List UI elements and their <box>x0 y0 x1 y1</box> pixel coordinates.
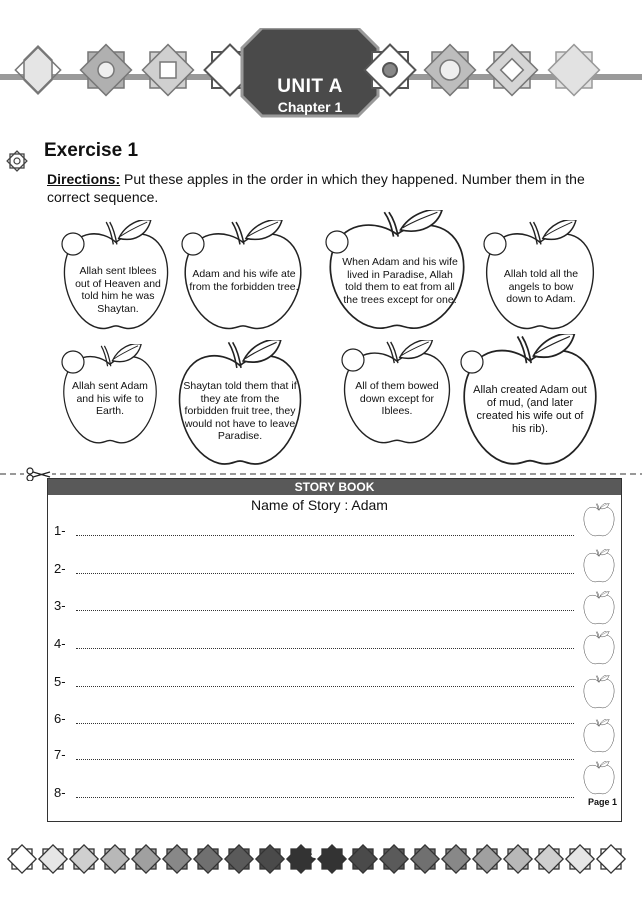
line-number: 5- <box>54 674 66 689</box>
number-circle[interactable] <box>61 232 85 256</box>
page-number: 5 <box>310 845 320 862</box>
apple-text: Allah told all the angels to bow down to Adam. <box>503 268 579 305</box>
apple-card <box>338 340 456 446</box>
apple-text: Allah sent Iblees out of Heaven and told him he was Shaytan. <box>75 265 161 315</box>
answer-line[interactable] <box>54 711 574 729</box>
apple-text: Allah sent Adam and his wife to Earth. <box>72 380 148 417</box>
apple-card <box>480 220 600 332</box>
page-label: Page 1 <box>588 797 618 807</box>
directions-text: Put these apples in the order in which they happened. Number them in the correct sequence. <box>47 171 585 205</box>
line-number: 8- <box>54 785 66 800</box>
line-number: 2- <box>54 561 66 576</box>
answer-line[interactable] <box>54 523 574 541</box>
line-number: 1- <box>54 523 66 538</box>
line-number: 4- <box>54 636 66 651</box>
apple-card <box>58 344 162 446</box>
number-circle[interactable] <box>181 232 205 256</box>
apple-icon <box>582 761 616 795</box>
directions <box>47 170 607 206</box>
apple-text: Adam and his wife ate from the forbidden tree. <box>189 268 299 293</box>
apple-card <box>322 210 472 332</box>
answer-line[interactable] <box>54 598 574 616</box>
story-name: Name of Story : Adam <box>251 497 388 513</box>
number-circle[interactable] <box>483 232 507 256</box>
story-book-title: STORY BOOK <box>48 479 621 495</box>
star-ornament-icon <box>4 148 30 174</box>
number-circle[interactable] <box>61 350 85 374</box>
apple-text: Shaytan told them that if they ate from the forbidden fruit tree, they would not have to leave Paradise. <box>183 380 297 442</box>
apple-icon <box>582 675 616 709</box>
answer-line[interactable] <box>54 561 574 579</box>
apple-icon <box>582 591 616 625</box>
chapter-title: Chapter 1 <box>277 99 343 115</box>
apple-card <box>178 220 308 332</box>
apple-text: Allah created Adam out of mud, (and later created his wife out of his rib). <box>473 384 587 435</box>
exercise-title: Exercise 1 <box>44 140 139 161</box>
unit-badge <box>250 66 370 132</box>
line-number: 6- <box>54 711 66 726</box>
apple-icon <box>582 549 616 583</box>
header-banner <box>0 28 642 120</box>
line-number: 7- <box>54 747 66 762</box>
apple-text: All of them bowed down except for Iblees. <box>355 380 439 417</box>
apple-card <box>456 334 604 468</box>
answer-line[interactable] <box>54 674 574 692</box>
apple-icon <box>582 719 616 753</box>
answer-line[interactable] <box>54 636 574 654</box>
number-circle[interactable] <box>460 350 484 374</box>
apple-icon <box>582 503 616 537</box>
answer-line[interactable] <box>54 785 574 803</box>
apple-icon <box>582 631 616 665</box>
directions-label: Directions: <box>47 171 121 187</box>
number-circle[interactable] <box>341 348 365 372</box>
story-book <box>47 478 622 822</box>
apple-card <box>172 340 308 468</box>
apple-text: When Adam and his wife lived in Paradise, Allah told them to eat from all the trees except for one. <box>342 256 458 306</box>
apple-card <box>58 220 174 332</box>
unit-title: UNIT A <box>277 76 343 97</box>
line-number: 3- <box>54 598 66 613</box>
number-circle[interactable] <box>325 230 349 254</box>
answer-line[interactable] <box>54 747 574 765</box>
